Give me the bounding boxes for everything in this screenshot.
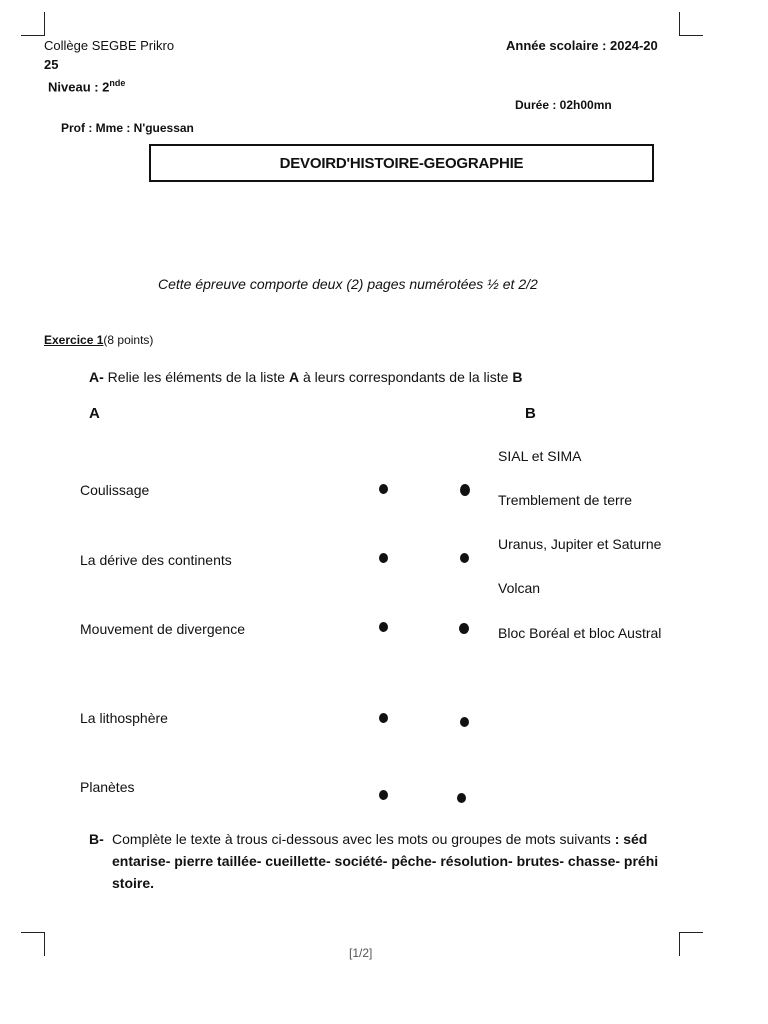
match-dot-left[interactable] [379, 713, 388, 723]
exercise-heading [44, 333, 153, 347]
part-a-list-b: B [512, 369, 523, 385]
exam-title-box [149, 144, 654, 182]
column-a-item: Coulissage [80, 482, 150, 498]
crop-mark-bottom-right [679, 932, 680, 956]
crop-mark-top-right-h [679, 35, 703, 36]
teacher: Prof : Mme : N'guessan [61, 121, 194, 135]
part-b-line-1 [112, 828, 682, 850]
niveau-superscript: nde [109, 78, 126, 88]
match-dot-left[interactable] [379, 622, 388, 632]
crop-mark-top-left-h [21, 35, 44, 36]
column-a-item: La dérive des continents [80, 552, 232, 568]
niveau-label: Niveau : 2 [48, 79, 110, 95]
column-b-item: Uranus, Jupiter et Saturne [498, 536, 662, 552]
school-year-continuation: 25 [44, 57, 59, 72]
niveau [48, 78, 125, 94]
part-a-list-a: A [288, 369, 300, 385]
school-name: Collège SEGBE Prikro [44, 38, 175, 53]
part-a-text-1: Relie les éléments de la liste [107, 369, 289, 385]
crop-mark-top-left [44, 12, 45, 36]
crop-mark-bottom-right-h [679, 932, 703, 933]
match-dot-left[interactable] [379, 484, 388, 494]
column-b-item: Tremblement de terre [498, 492, 633, 508]
column-b-header: B [525, 405, 536, 422]
column-a-item: La lithosphère [80, 710, 168, 726]
match-dot-left[interactable] [379, 553, 388, 563]
column-b-item: Bloc Boréal et bloc Austral [498, 625, 662, 641]
part-b-paragraph [112, 828, 682, 894]
match-dot-right[interactable] [457, 793, 466, 803]
duration: Durée : 02h00mn [515, 98, 612, 112]
part-b-instruction: Complète le texte à trous ci-dessous avec les mots ou groupes de mots suivants [112, 831, 615, 847]
column-b-item: SIAL et SIMA [498, 448, 582, 464]
column-a-header: A [89, 405, 100, 422]
exam-title: DEVOIRD'HISTOIRE-GEOGRAPHIE [279, 154, 524, 172]
part-a-instruction [89, 369, 522, 385]
school-year: Année scolaire : 2024-20 [506, 38, 658, 53]
page-number: [1/2] [349, 946, 373, 960]
column-a-item: Planètes [80, 779, 135, 795]
match-dot-right[interactable] [460, 484, 470, 496]
match-dot-right[interactable] [460, 717, 469, 727]
match-dot-right[interactable] [460, 553, 469, 563]
column-b-item: Volcan [498, 580, 541, 596]
part-a-marker: A- [89, 369, 104, 385]
crop-mark-bottom-left-h [21, 932, 44, 933]
exercise-points: (8 points) [103, 333, 154, 347]
crop-mark-bottom-left [44, 932, 45, 956]
part-b-line-2: entarise- pierre taillée- cueillette- société- pêche- résolution- brutes- chasse- préhi [112, 853, 659, 869]
part-a-text-2: à leurs correspondants de la liste [299, 369, 513, 385]
crop-mark-top-right [679, 12, 680, 36]
column-a-item: Mouvement de divergence [80, 621, 245, 637]
match-dot-right[interactable] [459, 623, 469, 634]
part-b-line-3: stoire. [112, 875, 155, 891]
part-b-marker: B- [89, 831, 104, 847]
exercise-title: Exercice 1 [44, 333, 104, 347]
exam-intro: Cette épreuve comporte deux (2) pages numérotées ½ et 2/2 [158, 276, 538, 292]
match-dot-left[interactable] [379, 790, 388, 800]
part-b-words-start: : séd [614, 831, 648, 847]
